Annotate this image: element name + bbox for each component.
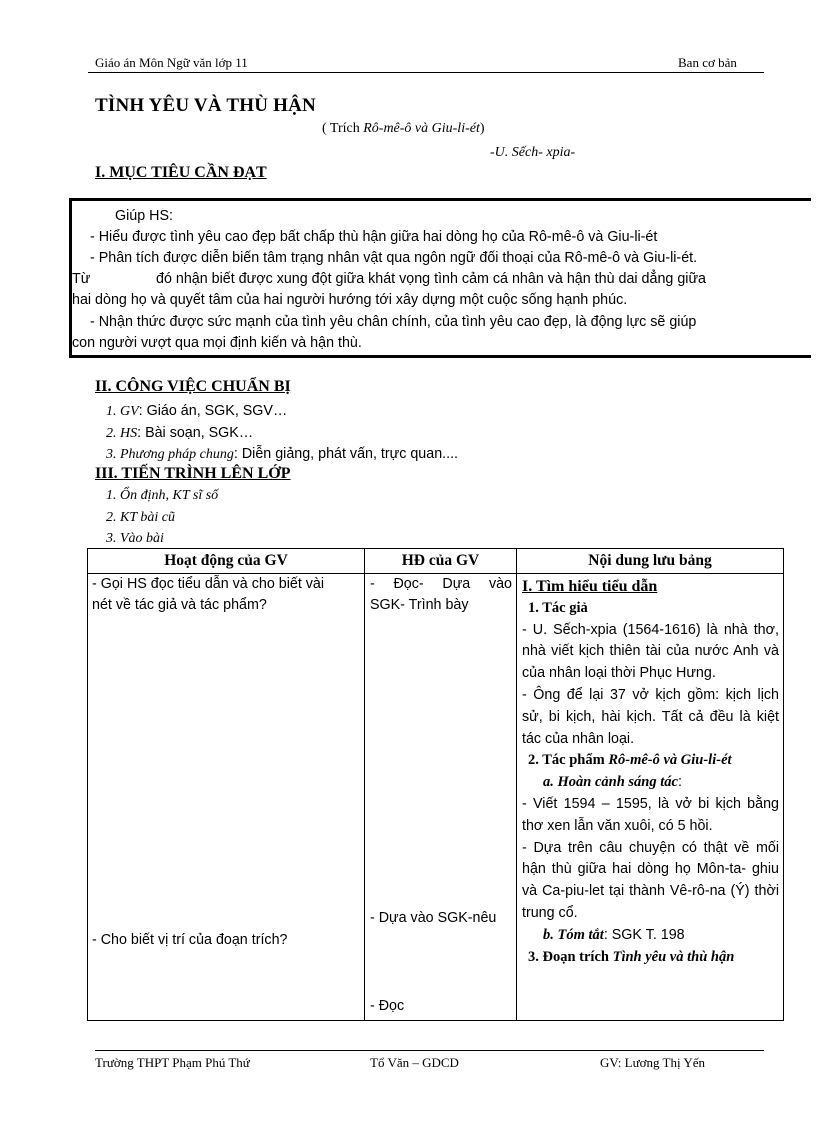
author-name: -U. Sếch- xpia-	[490, 145, 576, 160]
board-subheading-prefix: 3. Đoạn trích	[528, 948, 613, 965]
board-paragraph: - Dựa trên câu chuyện có thật về mối hận thù giữa hai dòng họ Môn-ta- ghiu và Ca-piu-let tại thành Vê-rô-na (Ý) thời trung cổ.	[522, 839, 779, 921]
board-subheading: 1. Tác giả	[528, 599, 588, 616]
board-subheading-prefix: 2. Tác phẩm	[528, 752, 609, 769]
teacher-question	[92, 574, 324, 616]
board-content	[522, 576, 779, 968]
page-title: TÌNH YÊU VÀ THÙ HẬN	[95, 95, 316, 116]
prep-item	[106, 446, 458, 463]
objectives-box	[69, 198, 811, 358]
excerpt-work: Rô-mê-ô và Giu-li-ét	[363, 121, 480, 136]
board-paragraph: - Viết 1594 – 1595, là vở bi kịch bằng thơ xen lẫn văn xuôi, có 5 hồi.	[522, 795, 779, 834]
column-header-student-activity: HĐ của GV	[365, 549, 517, 574]
teacher-question-line: - Gọi HS đọc tiểu dẫn và cho biết vài	[92, 576, 325, 592]
board-subheading-text: b. Tóm tắt	[543, 926, 604, 943]
excerpt-suffix: )	[479, 121, 485, 136]
objective-line: Từ	[72, 271, 91, 287]
prep-text: : Diễn giảng, phát vấn, trực quan....	[233, 446, 459, 462]
board-section-title: I. Tìm hiểu tiểu dẫn	[522, 578, 658, 595]
objective-line: - Phân tích được diễn biến tâm trạng nhân vật qua ngôn ngữ đối thoại của Rô-mê-ô và Giu-li-ét.	[90, 250, 698, 266]
teacher-question-line: nét về tác giả và tác phẩm?	[92, 597, 267, 613]
header-subject: Giáo án Môn Ngữ văn lớp 11	[95, 55, 248, 70]
footer-divider	[95, 1050, 764, 1051]
section3-heading: III. TIẾN TRÌNH LÊN LỚP	[95, 465, 291, 482]
objective-line: Giúp HS:	[115, 208, 174, 224]
student-response-line: SGK- Trình bày	[370, 597, 469, 613]
board-paragraph: - Ông để lại 37 vở kịch gồm: kịch lịch sử, bi kịch, hài kịch. Tất cả đều là kiệt tác của nhân loại.	[522, 686, 779, 747]
student-response: - Đọc	[370, 998, 405, 1014]
excerpt-prefix: ( Trích	[322, 121, 364, 136]
prep-label: 3. Phương pháp chung	[106, 447, 234, 462]
lesson-step	[106, 488, 218, 504]
lesson-table	[87, 548, 784, 1021]
footer-school: Trường THPT Phạm Phú Thứ	[95, 1055, 250, 1070]
board-subheading	[522, 925, 779, 947]
objective-line: hai dòng họ và quyết tâm của hai người hướng tới xây dựng một cuộc sống hạnh phúc.	[72, 292, 628, 308]
prep-text: : Bài soạn, SGK…	[137, 425, 254, 441]
prep-item	[106, 403, 287, 420]
board-subheading	[522, 750, 779, 772]
student-activity-cell	[365, 574, 517, 1021]
prep-label: 1. GV	[106, 404, 139, 419]
lesson-step	[106, 531, 164, 547]
teacher-question: - Cho biết vị trí của đoạn trích?	[92, 932, 288, 948]
prep-text: : Giáo án, SGK, SGV…	[138, 403, 288, 419]
board-excerpt-title: Tình yêu và thù hận	[612, 948, 735, 965]
lesson-step-text: 1. Ổn định, KT sĩ số	[106, 488, 219, 503]
header-divider	[88, 72, 764, 73]
section2-heading: II. CÔNG VIỆC CHUẨN BỊ	[95, 378, 291, 395]
objective-line: - Nhận thức được sức mạnh của tình yêu chân chính, của tình yêu cao đẹp, là động lực sẽ giúp	[90, 314, 697, 330]
lesson-step-text: 2. KT bài cũ	[106, 510, 175, 525]
board-subheading	[522, 947, 779, 969]
board-content-cell	[517, 574, 784, 1021]
prep-item	[106, 425, 253, 442]
footer-teacher: GV: Lương Thị Yến	[600, 1055, 706, 1070]
column-header-teacher-activity: Hoạt động của GV	[88, 549, 365, 574]
board-paragraph: - U. Sếch-xpia (1564-1616) là nhà thơ, nhà viết kịch thiên tài của nước Anh và của nhân loại thời Phục Hưng.	[522, 621, 779, 682]
student-response: - Dựa vào SGK-nêu	[370, 910, 497, 926]
board-subheading	[522, 772, 779, 794]
board-colon: :	[677, 774, 682, 791]
objective-line: con người vượt qua mọi định kiến và hận thù.	[72, 335, 362, 351]
objective-line: đó nhận biết được xung đột giữa khát vọng tình cảm cá nhân và hận thù dai dẳng giữa	[156, 271, 706, 287]
board-work-title: Rô-mê-ô và Giu-li-ét	[608, 752, 732, 769]
prep-label: 2. HS	[106, 426, 138, 441]
lesson-step	[106, 510, 175, 526]
board-subheading-text: a. Hoàn cảnh sáng tác	[543, 774, 678, 791]
excerpt-note	[322, 121, 485, 137]
student-response-line: - Đọc- Dựa vào	[370, 576, 512, 592]
objective-line: - Hiểu được tình yêu cao đẹp bất chấp thù hận giữa hai dòng họ của Rô-mê-ô và Giu-li-ét	[90, 229, 658, 245]
board-summary-ref: : SGK T. 198	[603, 926, 685, 943]
section1-heading: I. MỤC TIÊU CẦN ĐẠT	[95, 164, 267, 181]
footer-department: Tổ Văn – GDCD	[370, 1055, 459, 1070]
student-response	[370, 574, 512, 616]
header-level: Ban cơ bản	[678, 55, 737, 70]
lesson-step-text: 3. Vào bài	[106, 531, 164, 546]
teacher-activity-cell	[88, 574, 365, 1021]
column-header-board-content: Nội dung lưu bảng	[517, 549, 784, 574]
